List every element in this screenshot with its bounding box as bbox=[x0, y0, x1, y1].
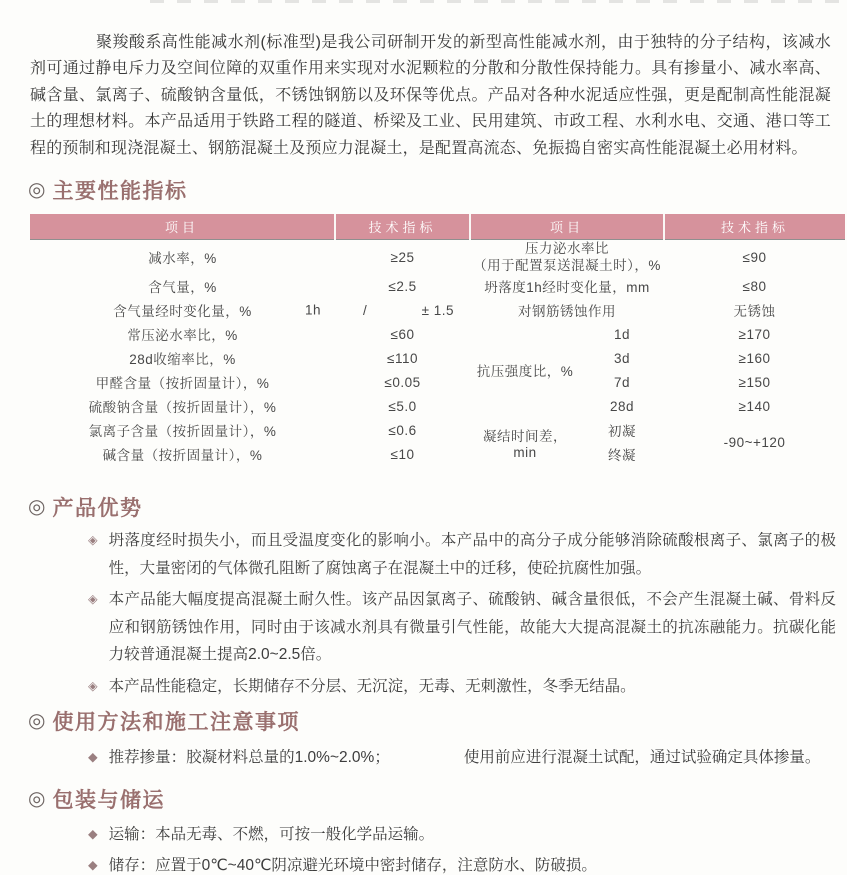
cell-air-content-change-label bbox=[30, 298, 335, 322]
section-heading-packaging bbox=[28, 784, 847, 814]
table-cell-value: 无锈蚀 bbox=[733, 304, 776, 320]
section-title-usage: 使用方法和施工注意事项 bbox=[52, 711, 300, 735]
table-cell-value: ≤0.05 bbox=[384, 374, 421, 390]
packaging-list bbox=[0, 821, 847, 875]
table-cell-value: ≥140 bbox=[738, 398, 771, 414]
column-header-item-right: 项目 bbox=[470, 214, 664, 240]
cell-age: 3d bbox=[613, 350, 631, 366]
cell-value-tolerance: ± 1.5 bbox=[421, 302, 454, 318]
advantage-text: 本产品性能稳定，长期储存不分层、无沉淀，无毒、无刺激性，冬季无结晶。 bbox=[108, 677, 636, 695]
table-cell-value: ≤5.0 bbox=[388, 398, 417, 414]
cell-initial-set: 初凝 bbox=[608, 424, 636, 440]
section-title-advantages: 产品优势 bbox=[52, 497, 143, 521]
table-row bbox=[30, 322, 845, 346]
packaging-item bbox=[88, 852, 836, 875]
usage-text bbox=[109, 744, 836, 772]
table-cell-label: 28d收缩率比，% bbox=[129, 352, 236, 368]
scan-edge-artifact bbox=[150, 0, 847, 3]
table-cell-label: 含气量，% bbox=[148, 280, 217, 296]
column-header-item-left: 项目 bbox=[30, 214, 335, 240]
cell-compressive-strength-label: 抗压强度比，% bbox=[476, 364, 574, 380]
cell-line2: （用于配置泵送混凝土时），% bbox=[473, 258, 661, 274]
table-cell-label: 常压泌水率比，% bbox=[127, 328, 238, 344]
table-cell-value: ≥170 bbox=[738, 326, 771, 342]
table-cell-value: ≥25 bbox=[390, 249, 415, 265]
usage-item bbox=[88, 744, 836, 772]
table-row bbox=[30, 370, 845, 394]
table-cell-label: 减水率，% bbox=[148, 251, 217, 267]
table-row bbox=[30, 418, 845, 442]
section-marker-icon: ◎ bbox=[28, 787, 46, 810]
table-cell-value: ≤0.6 bbox=[388, 422, 417, 438]
table-cell-value: ≤80 bbox=[742, 278, 767, 294]
table-row bbox=[30, 346, 845, 370]
table-row bbox=[30, 394, 845, 418]
diamond-bullet-icon: ◈ bbox=[88, 533, 98, 548]
table-row bbox=[30, 274, 845, 298]
diamond-bullet-icon: ◆ bbox=[88, 858, 98, 873]
diamond-bullet-icon: ◈ bbox=[88, 592, 98, 607]
table-cell-value: ≤90 bbox=[742, 249, 767, 265]
cell-air-content-change-value bbox=[335, 298, 470, 322]
diamond-bullet-icon: ◆ bbox=[88, 826, 98, 841]
section-heading-usage bbox=[28, 706, 847, 736]
cell-line1: 压力泌水率比 bbox=[525, 241, 609, 257]
table-cell-label: 坍落度1h经时变化量，mm bbox=[484, 280, 650, 296]
dosage-text: 推荐掺量：胶凝材料总量的1.0%~2.0%； bbox=[108, 749, 390, 767]
cell-setting-time-label: 凝结时间差，min bbox=[483, 428, 567, 460]
table-cell-label: 含气量经时变化量，% bbox=[113, 304, 252, 320]
storage-text: 储存：应置于0℃~40℃阴凉避光环境中密封储存，注意防水、防破损。 bbox=[108, 857, 597, 875]
intro-paragraph: 聚羧酸系高性能减水剂(标准型)是我公司研制开发的新型高性能减水剂，由于独特的分子结构，该减水剂可通过静电斥力及空间位障的双重作用来实现对水泥颗粒的分散和分散性保持能力。具有掺量小、减水率高、碱含量、氯离子、硫酸钠含量低，不锈蚀钢筋以及环保等优点。产品对各种水泥适应性强，更是配制高性能混凝土的理想材料。本产品适用于铁路工程的隧道、桥梁及工业、民用建筑、市政工程、水利水电、交通、港口等工程的预制和现浇混凝土、钢筋混凝土及预应力混凝土，是配置高流态、免振捣自密实高性能混凝土必用材料。 bbox=[30, 34, 831, 157]
column-header-index-right: 技术指标 bbox=[664, 214, 845, 240]
cell-pressure-bleeding-label bbox=[470, 240, 664, 275]
table-cell-label: 对钢筋锈蚀作用 bbox=[518, 304, 616, 320]
table-row bbox=[30, 240, 845, 275]
advantage-item bbox=[88, 673, 836, 701]
usage-list bbox=[0, 744, 847, 772]
table-cell-value: ≤60 bbox=[390, 326, 415, 342]
table-cell-label: 甲醛含量（按折固量计），% bbox=[95, 376, 270, 392]
table-cell-label: 硫酸钠含量（按折固量计），% bbox=[88, 400, 277, 416]
section-marker-icon: ◎ bbox=[28, 179, 46, 202]
cell-value-slash: / bbox=[363, 302, 368, 318]
advantage-text: 本产品能大幅度提高混凝土耐久性。该产品因氯离子、硫酸钠、碱含量很低，不会产生混凝土碱、骨料反应和钢筋锈蚀作用，同时由于该减水剂具有微量引气性能，故能大大提高混凝土的抗冻融能力。抗碳化能力较普通混凝土提高2.0~2.5倍。 bbox=[108, 591, 836, 664]
cell-age: 1d bbox=[613, 326, 631, 342]
table-cell-label: 氯离子含量（按折固量计），% bbox=[88, 424, 277, 440]
table-cell-label: 碱含量（按折固量计），% bbox=[102, 448, 263, 464]
packaging-item bbox=[88, 821, 836, 849]
section-heading-advantages bbox=[28, 492, 847, 522]
cell-setting-time-value: -90~+120 bbox=[723, 434, 786, 450]
diamond-bullet-icon: ◆ bbox=[88, 750, 98, 765]
advantage-item bbox=[88, 527, 836, 582]
table-cell-value: ≥160 bbox=[738, 350, 771, 366]
section-title-packaging: 包装与储运 bbox=[52, 788, 165, 812]
table-cell-value: ≤2.5 bbox=[388, 278, 417, 294]
section-marker-icon: ◎ bbox=[28, 710, 46, 733]
cell-sub-1h: 1h bbox=[304, 302, 321, 318]
column-header-index-left: 技术指标 bbox=[335, 214, 470, 240]
trial-mix-note: 使用前应进行混凝土试配，通过试验确定具体掺量。 bbox=[463, 749, 821, 767]
performance-table bbox=[30, 214, 845, 466]
advantage-text: 坍落度经时损失小，而且受温度变化的影响小。本产品中的高分子成分能够消除硫酸根离子、氯离子的极性，大量密闭的气体微孔阻断了腐蚀离子在混凝土中的迁移，使砼抗腐性加强。 bbox=[108, 532, 836, 577]
section-title-performance: 主要性能指标 bbox=[52, 180, 188, 204]
table-cell-value: ≥150 bbox=[738, 374, 771, 390]
transport-text: 运输：本品无毒、不燃，可按一般化学品运输。 bbox=[108, 825, 435, 843]
table-cell-value: ≤110 bbox=[387, 350, 418, 366]
diamond-bullet-icon: ◈ bbox=[88, 678, 98, 693]
table-cell-value: ≤10 bbox=[390, 446, 415, 462]
section-heading-performance bbox=[28, 175, 847, 205]
advantage-item bbox=[88, 586, 836, 669]
table-header-row bbox=[30, 214, 845, 240]
cell-age: 28d bbox=[609, 398, 635, 414]
section-marker-icon: ◎ bbox=[28, 496, 46, 519]
advantages-list bbox=[0, 527, 847, 700]
cell-final-set: 终凝 bbox=[608, 448, 636, 464]
table-row bbox=[30, 298, 845, 322]
cell-age: 7d bbox=[613, 374, 631, 390]
